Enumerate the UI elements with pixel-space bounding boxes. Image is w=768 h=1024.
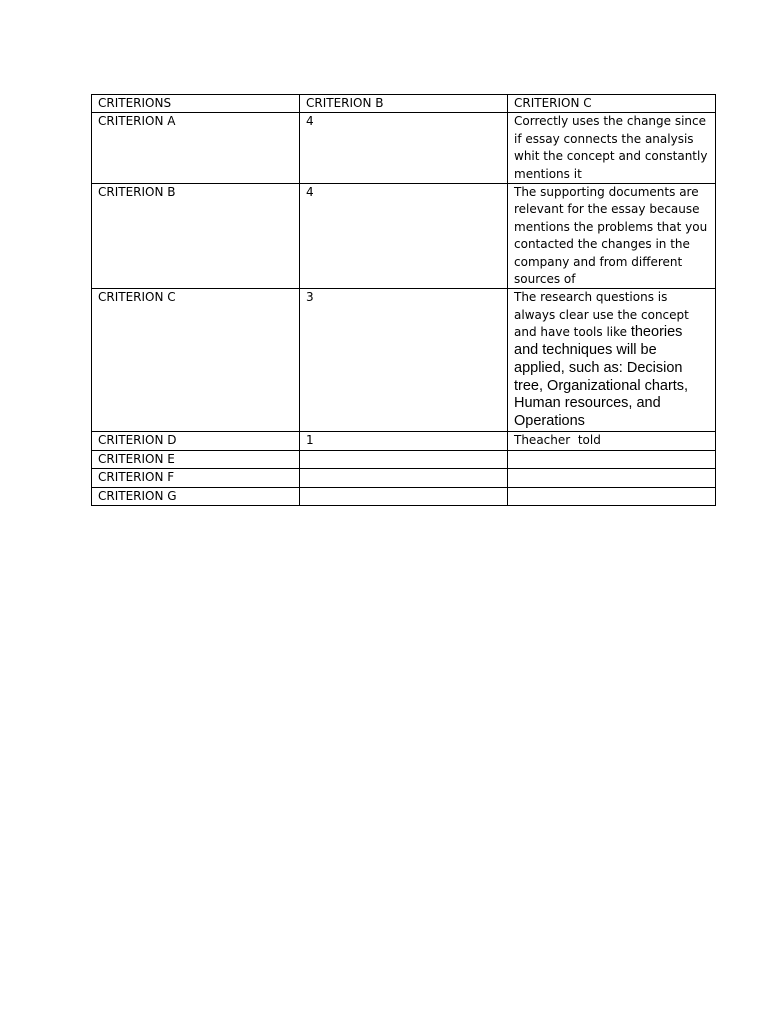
score-cell: 3	[300, 289, 508, 432]
criterion-cell: CRITERION A	[92, 113, 300, 184]
score-cell	[300, 450, 508, 468]
score-cell: 4	[300, 113, 508, 184]
comment-text-large: theories and techniques will be applied, such as: Decision tree, Organizational charts, Human resources, and Operations	[514, 324, 689, 430]
table-row	[92, 184, 716, 289]
table-row	[92, 289, 716, 432]
score-cell: 1	[300, 432, 508, 450]
table-row	[92, 450, 716, 468]
criterion-cell: CRITERION C	[92, 289, 300, 432]
criteria-table	[91, 94, 716, 506]
comment-cell: Correctly uses the change since if essay connects the analysis whit the concept and constantly mentions it	[508, 113, 716, 184]
criterion-cell: CRITERION D	[92, 432, 300, 450]
score-cell	[300, 487, 508, 505]
table-row	[92, 469, 716, 487]
criterion-cell: CRITERION F	[92, 469, 300, 487]
criterion-cell: CRITERION E	[92, 450, 300, 468]
comment-cell	[508, 469, 716, 487]
table-row	[92, 487, 716, 505]
criterion-cell: CRITERION B	[92, 184, 300, 289]
score-cell: 4	[300, 184, 508, 289]
table-row	[92, 113, 716, 184]
comment-cell: Theacher told	[508, 432, 716, 450]
comment-cell	[508, 450, 716, 468]
comment-cell	[508, 289, 716, 432]
criterion-cell: CRITERION G	[92, 487, 300, 505]
comment-cell: The supporting documents are relevant for the essay because mentions the problems that you contacted the changes in the company and from different sources of	[508, 184, 716, 289]
score-cell	[300, 469, 508, 487]
table-header-row	[92, 95, 716, 113]
table-row	[92, 432, 716, 450]
header-cell-criterion-c: CRITERION C	[508, 95, 716, 113]
header-cell-criterion-b: CRITERION B	[300, 95, 508, 113]
header-cell-criterions: CRITERIONS	[92, 95, 300, 113]
comment-text: The research questions is always clear use the concept and have tools like	[514, 290, 689, 340]
comment-cell	[508, 487, 716, 505]
